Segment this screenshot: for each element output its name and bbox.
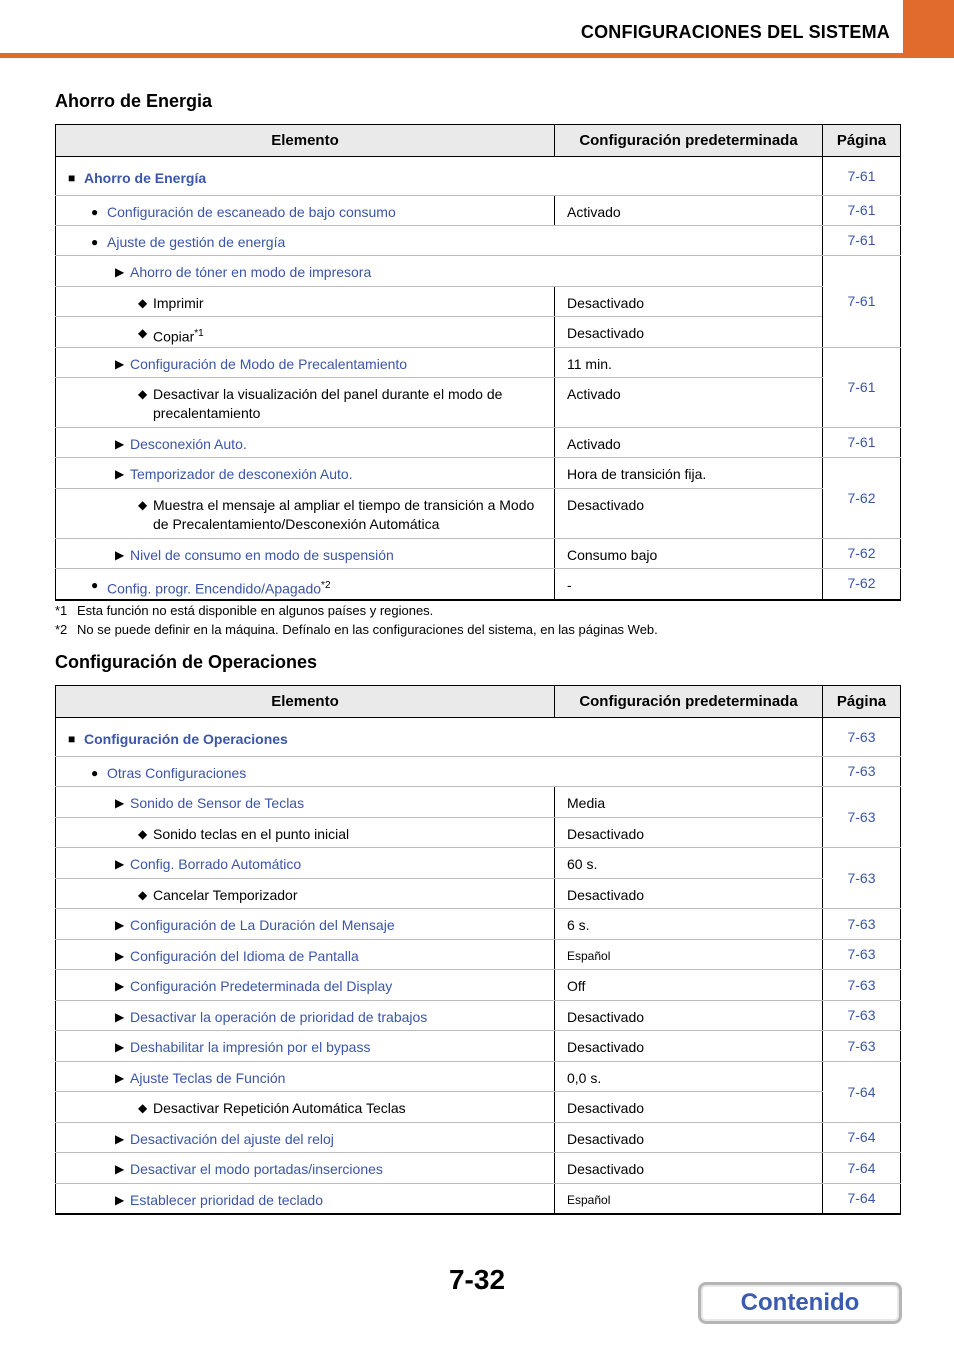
menu-link[interactable]: Config. progr. Encendido/Apagado [107,580,322,597]
section-title-energy: Ahorro de Energia [55,91,213,111]
triangle-bullet-icon: ▶ [115,265,125,279]
triangle-bullet-icon: ▶ [115,1040,125,1054]
table-row [56,1069,554,1088]
page-link[interactable]: 7-63 [823,757,901,787]
table-row [56,233,822,252]
default-value: 60 s. [555,848,823,879]
default-value: Desactivado [555,879,823,909]
page-link[interactable]: 7-63 [823,1001,901,1031]
page-link[interactable]: 7-63 [823,718,901,757]
column-header-item: Elemento [56,125,555,157]
table-row [56,169,822,188]
page-link[interactable]: 7-64 [823,1184,901,1214]
table-row [56,324,554,347]
triangle-bullet-icon: ▶ [115,979,125,993]
column-header-page: Página [823,125,901,157]
triangle-bullet-icon: ▶ [115,1071,125,1085]
default-value: Español [555,1184,823,1214]
page-number: 7-32 [448,1264,506,1295]
menu-link[interactable]: Configuración de escaneado de bajo consumo [107,204,396,220]
operation-settings-table [55,685,901,1215]
menu-link[interactable]: Ahorro de tóner en modo de impresora [130,264,372,280]
table-row [56,855,554,874]
default-value: Off [555,970,823,1001]
square-bullet-icon: ■ [68,732,76,746]
table-row [56,355,554,374]
triangle-bullet-icon: ▶ [115,949,125,963]
menu-link[interactable]: Otras Configuraciones [107,765,247,781]
default-value: Activado [555,378,823,428]
menu-link[interactable]: Sonido de Sensor de Teclas [130,795,305,811]
table-row [56,1160,554,1179]
page-link[interactable]: 7-63 [823,848,901,909]
default-value: Media [555,787,823,818]
table-row [56,916,554,935]
footnote-ref: *2 [321,580,331,591]
default-value: Desactivado [555,1092,823,1123]
menu-link[interactable]: Config. Borrado Automático [130,856,302,872]
triangle-bullet-icon: ▶ [115,1193,125,1207]
default-value: 6 s. [555,909,823,940]
triangle-bullet-icon: ▶ [115,1162,125,1176]
footnotes [55,601,658,639]
setting-label: Cancelar Temporizador [153,887,298,903]
default-value: Desactivado [555,1153,823,1184]
table-row [56,496,554,534]
triangle-bullet-icon: ▶ [115,918,125,932]
circle-bullet-icon: ● [91,766,99,780]
menu-link[interactable]: Configuración de Operaciones [84,731,288,747]
default-value: Desactivado [555,1031,823,1062]
setting-label: Desactivar Repetición Automática Teclas [153,1100,406,1116]
column-header-default: Configuración predeterminada [555,686,823,718]
setting-label: Copiar [153,328,195,345]
table-row [56,1099,554,1118]
contents-button[interactable]: Contenido [698,1282,902,1324]
menu-link[interactable]: Desconexión Auto. [130,436,247,452]
menu-link[interactable]: Desactivar la operación de prioridad de trabajos [130,1009,428,1025]
table-row [56,764,822,783]
page-link[interactable]: 7-64 [823,1123,901,1153]
circle-bullet-icon: ● [91,205,99,219]
default-value: - [555,569,823,600]
page-link[interactable]: 7-63 [823,787,901,848]
page-link[interactable]: 7-62 [823,458,901,539]
triangle-bullet-icon: ▶ [115,437,125,451]
table-row [56,203,554,222]
page-link[interactable]: 7-61 [823,256,901,348]
table-row [56,730,822,749]
menu-link[interactable]: Nivel de consumo en modo de suspensión [130,547,394,563]
setting-label: Imprimir [153,295,204,311]
default-value: Desactivado [555,317,823,348]
table-row [56,435,554,454]
circle-bullet-icon: ● [91,235,99,249]
header-accent-block [903,0,954,54]
default-value: Activado [555,196,823,226]
table-row [56,794,554,813]
page-link[interactable]: 7-61 [823,157,901,196]
table-row [56,947,554,966]
table-row [56,886,554,905]
page-link[interactable]: 7-62 [823,569,901,600]
table-row [56,1008,554,1027]
table-row [56,385,554,423]
menu-link[interactable]: Configuración de La Duración del Mensaje [130,917,395,933]
setting-label: Sonido teclas en el punto inicial [153,826,350,842]
table-row [56,1191,554,1210]
default-value: Consumo bajo [555,539,823,569]
page-link[interactable]: 7-61 [823,226,901,256]
setting-label: Muestra el mensaje al ampliar el tiempo de transición a Modo de Precalentamiento/Desconexión Automática [153,497,535,532]
triangle-bullet-icon: ▶ [115,467,125,481]
energy-settings-table [55,124,901,601]
footnote-ref: *1 [194,328,204,339]
default-value: Desactivado [555,489,823,539]
page-link[interactable]: 7-64 [823,1062,901,1123]
page-link[interactable]: 7-61 [823,348,901,428]
menu-link[interactable]: Configuración del Idioma de Pantalla [130,948,359,964]
menu-link[interactable]: Desactivación del ajuste del reloj [130,1131,334,1147]
default-value: Hora de transición fija. [555,458,823,489]
page-link[interactable]: 7-63 [823,940,901,970]
triangle-bullet-icon: ▶ [115,1010,125,1024]
menu-link[interactable]: Temporizador de desconexión Auto. [130,466,353,482]
footnote: *1 Esta función no está disponible en algunos países y regiones. [55,603,434,618]
table-row [56,576,554,599]
default-value: Desactivado [555,287,823,317]
page-link[interactable]: 7-61 [823,196,901,226]
diamond-bullet-icon: ◆ [138,387,148,401]
menu-link[interactable]: Desactivar el modo portadas/inserciones [130,1161,383,1177]
menu-link[interactable]: Configuración de Modo de Precalentamiento [130,356,408,372]
table-row [56,1130,554,1149]
menu-link[interactable]: Ahorro de Energía [84,170,207,186]
diamond-bullet-icon: ◆ [138,296,148,310]
table-row [56,263,822,282]
setting-label: Desactivar la visualización del panel durante el modo de precalentamiento [153,386,503,421]
default-value: Activado [555,428,823,458]
default-value: 11 min. [555,348,823,378]
column-header-default: Configuración predeterminada [555,125,823,157]
triangle-bullet-icon: ▶ [115,796,125,810]
page-link[interactable]: 7-61 [823,428,901,458]
table-row [56,546,554,565]
default-value: Español [555,940,823,970]
diamond-bullet-icon: ◆ [138,326,148,340]
menu-link[interactable]: Deshabilitar la impresión por el bypass [130,1039,371,1055]
diamond-bullet-icon: ◆ [138,827,148,841]
header-rule [0,53,954,58]
square-bullet-icon: ■ [68,171,76,185]
diamond-bullet-icon: ◆ [138,1101,148,1115]
menu-link[interactable]: Configuración Predeterminada del Display [130,978,393,994]
diamond-bullet-icon: ◆ [138,888,148,902]
default-value: Desactivado [555,818,823,848]
default-value: Desactivado [555,1123,823,1153]
triangle-bullet-icon: ▶ [115,357,125,371]
diamond-bullet-icon: ◆ [138,498,148,512]
column-header-item: Elemento [56,686,555,718]
menu-link[interactable]: Establecer prioridad de teclado [130,1192,324,1208]
circle-bullet-icon: ● [91,578,99,592]
triangle-bullet-icon: ▶ [115,1132,125,1146]
triangle-bullet-icon: ▶ [115,548,125,562]
triangle-bullet-icon: ▶ [115,857,125,871]
page-link[interactable]: 7-63 [823,1031,901,1062]
page-link[interactable]: 7-64 [823,1153,901,1184]
table-row [56,825,554,844]
footnote: *2 No se puede definir en la máquina. Defínalo en las configuraciones del sistema, en las páginas Web. [55,622,658,637]
chapter-title: CONFIGURACIONES DEL SISTEMA [580,22,890,42]
menu-link[interactable]: Ajuste de gestión de energía [107,234,286,250]
page-link[interactable]: 7-63 [823,909,901,940]
page-link[interactable]: 7-63 [823,970,901,1001]
column-header-page: Página [823,686,901,718]
menu-link[interactable]: Ajuste Teclas de Función [130,1070,286,1086]
default-value: 0,0 s. [555,1062,823,1092]
default-value: Desactivado [555,1001,823,1031]
table-row [56,465,554,484]
table-row [56,977,554,996]
section-title-operations: Configuración de Operaciones [55,652,318,672]
table-row [56,1038,554,1057]
page-link[interactable]: 7-62 [823,539,901,569]
table-row [56,294,554,313]
